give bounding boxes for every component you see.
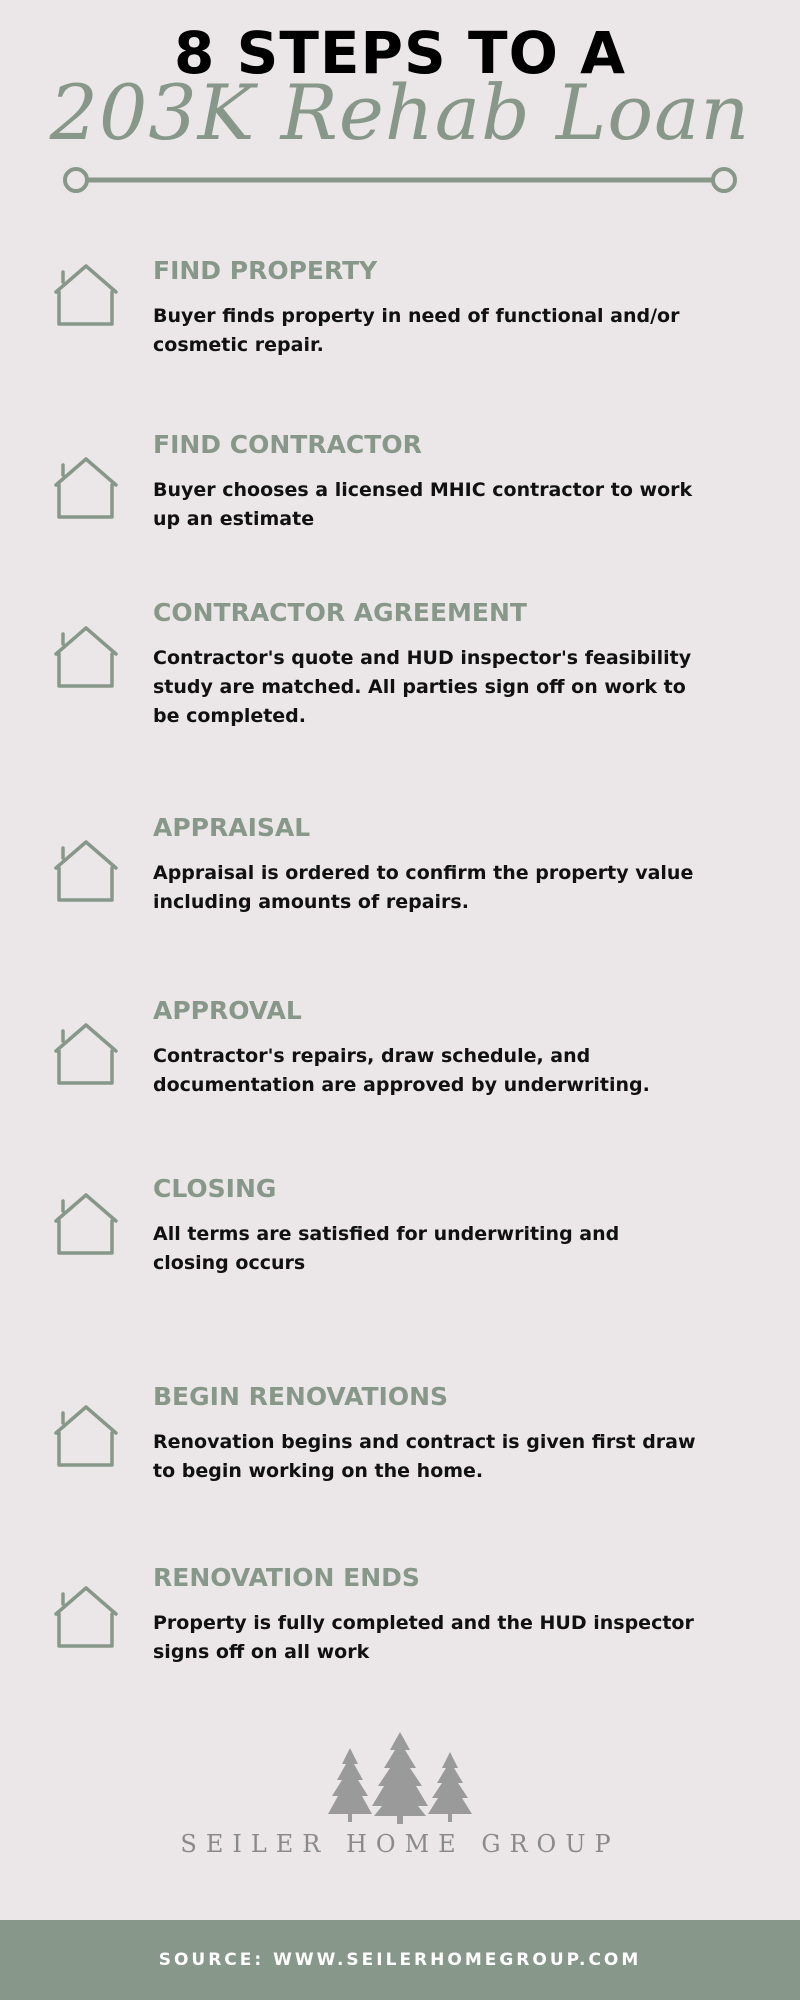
step-description: Contractor's quote and HUD inspector's feasibility study are matched. All parties sign off on work to be completed. <box>153 647 692 727</box>
house-outline-icon <box>50 1584 122 1650</box>
house-outline-icon <box>50 455 122 521</box>
step-title: RENOVATION ENDS <box>153 1563 420 1592</box>
step-description: Buyer finds property in need of functional and/or cosmetic repair. <box>153 305 680 356</box>
step-description: Contractor's repairs, draw schedule, and documentation are approved by underwriting. <box>153 1045 650 1096</box>
step-title: CONTRACTOR AGREEMENT <box>153 598 527 627</box>
step-title: FIND CONTRACTOR <box>153 430 422 459</box>
house-outline-icon <box>50 262 122 328</box>
title-divider <box>62 166 738 194</box>
house-outline-icon <box>50 838 122 904</box>
pine-trees-icon <box>320 1730 480 1826</box>
page-title: 8 STEPS TO A <box>174 19 626 87</box>
step-title: APPROVAL <box>153 996 302 1025</box>
step-description: Property is fully completed and the HUD inspector signs off on all work <box>153 1612 694 1663</box>
house-outline-icon <box>50 1191 122 1257</box>
step-description: Appraisal is ordered to confirm the property value including amounts of repairs. <box>153 862 694 913</box>
house-outline-icon <box>50 1021 122 1087</box>
step-title: BEGIN RENOVATIONS <box>153 1382 449 1411</box>
page-subtitle-script: 203K Rehab Loan <box>49 68 751 157</box>
step-title: APPRAISAL <box>153 813 311 842</box>
step-title: FIND PROPERTY <box>153 256 378 285</box>
step-title: CLOSING <box>153 1174 277 1203</box>
step-description: All terms are satisfied for underwriting and closing occurs <box>153 1223 620 1274</box>
brand-name: SEILER HOME GROUP <box>180 1830 620 1858</box>
house-outline-icon <box>50 1403 122 1469</box>
house-outline-icon <box>50 624 122 690</box>
footer-bar <box>0 1920 800 2000</box>
step-description: Renovation begins and contract is given first draw to begin working on the home. <box>153 1431 696 1482</box>
step-description: Buyer chooses a licensed MHIC contractor to work up an estimate <box>153 479 693 530</box>
source-text: SOURCE: WWW.SEILERHOMEGROUP.COM <box>158 1950 642 1970</box>
